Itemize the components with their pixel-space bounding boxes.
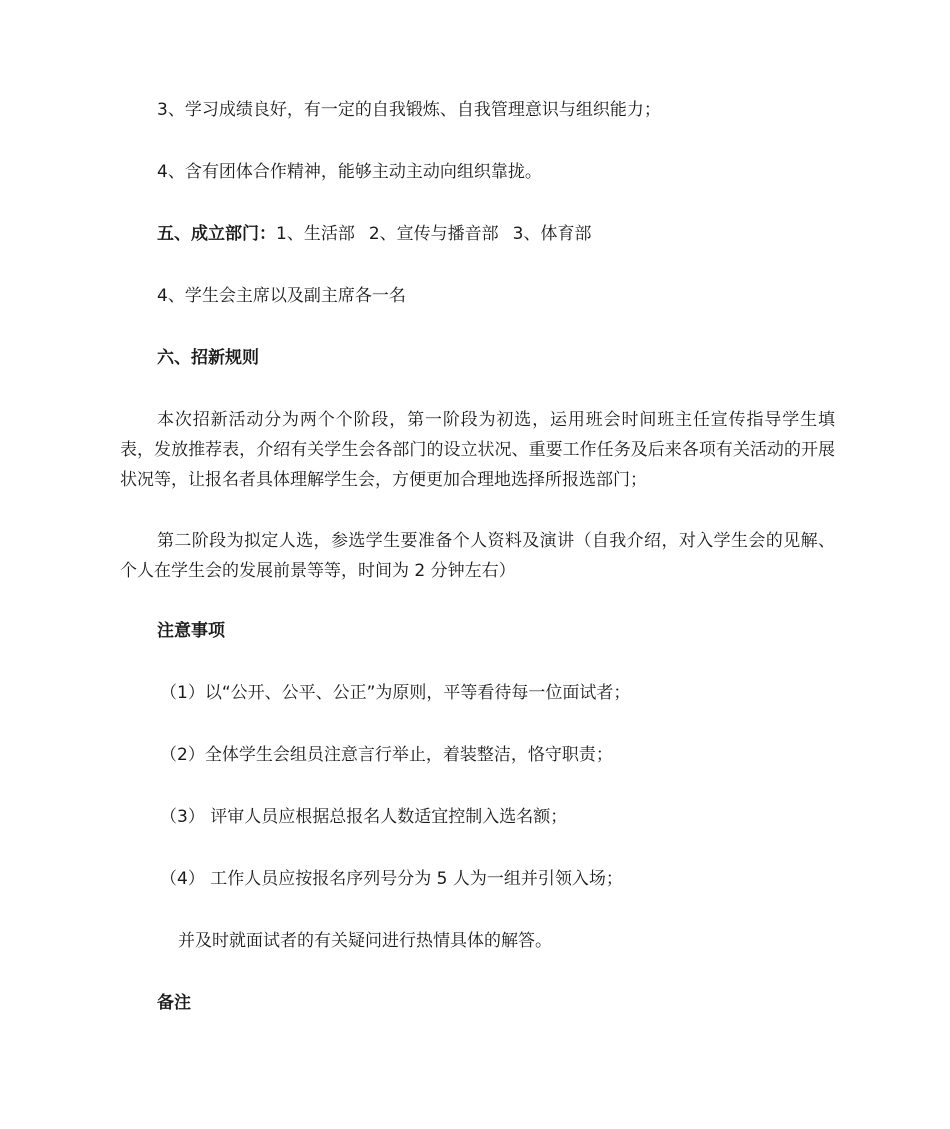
department-2: 2、宣传与播音部 (368, 224, 499, 244)
note-item-1: （1）以“公开、公平、公正”为原则，平等看待每一位面试者； (160, 683, 631, 703)
note-item-4: （4） 工作人员应按报名序列号分为 5 人为一组并引领入场； (160, 869, 623, 889)
note-item-4-continued: 并及时就面试者的有关疑问进行热情具体的解答。 (178, 931, 552, 951)
section-6-heading: 六、招新规则 (157, 348, 259, 368)
note-item-2: （2）全体学生会组员注意言行举止，着装整洁，恪守职责； (160, 745, 613, 765)
notes-heading: 注意事项 (157, 621, 225, 641)
note-item-3: （3） 评审人员应根据总报名人数适宜控制入选名额； (160, 807, 568, 827)
department-4: 4、学生会主席以及副主席各一名 (157, 286, 406, 306)
department-3: 3、体育部 (512, 224, 592, 244)
requirement-item-3: 3、学习成绩良好，有一定的自我锻炼、自我管理意识与组织能力； (157, 100, 661, 120)
department-1: 1、生活部 (276, 224, 355, 244)
recruitment-paragraph-2: 第二阶段为拟定人选，参选学生要准备个人资料及演讲（自我介绍，对入学生会的见解、个人在学生会的发展前景等等，时间为 2 分钟左右） (120, 531, 835, 581)
remark-heading: 备注 (157, 993, 191, 1013)
requirement-item-4: 4、含有团体合作精神，能够主动主动向组织靠拢。 (157, 162, 542, 182)
section-5-line (157, 220, 591, 248)
recruitment-paragraph-1: 本次招新活动分为两个个阶段，第一阶段为初选，运用班会时间班主任宣传指导学生填表，发放推荐表，介绍有关学生会各部门的设立状况、重要工作任务及后来各项有关活动的开展状况等，让报名者具体理解学生会，方便更加合理地选择所报选部门； (120, 410, 835, 490)
section-5-heading: 五、成立部门： (157, 224, 276, 244)
